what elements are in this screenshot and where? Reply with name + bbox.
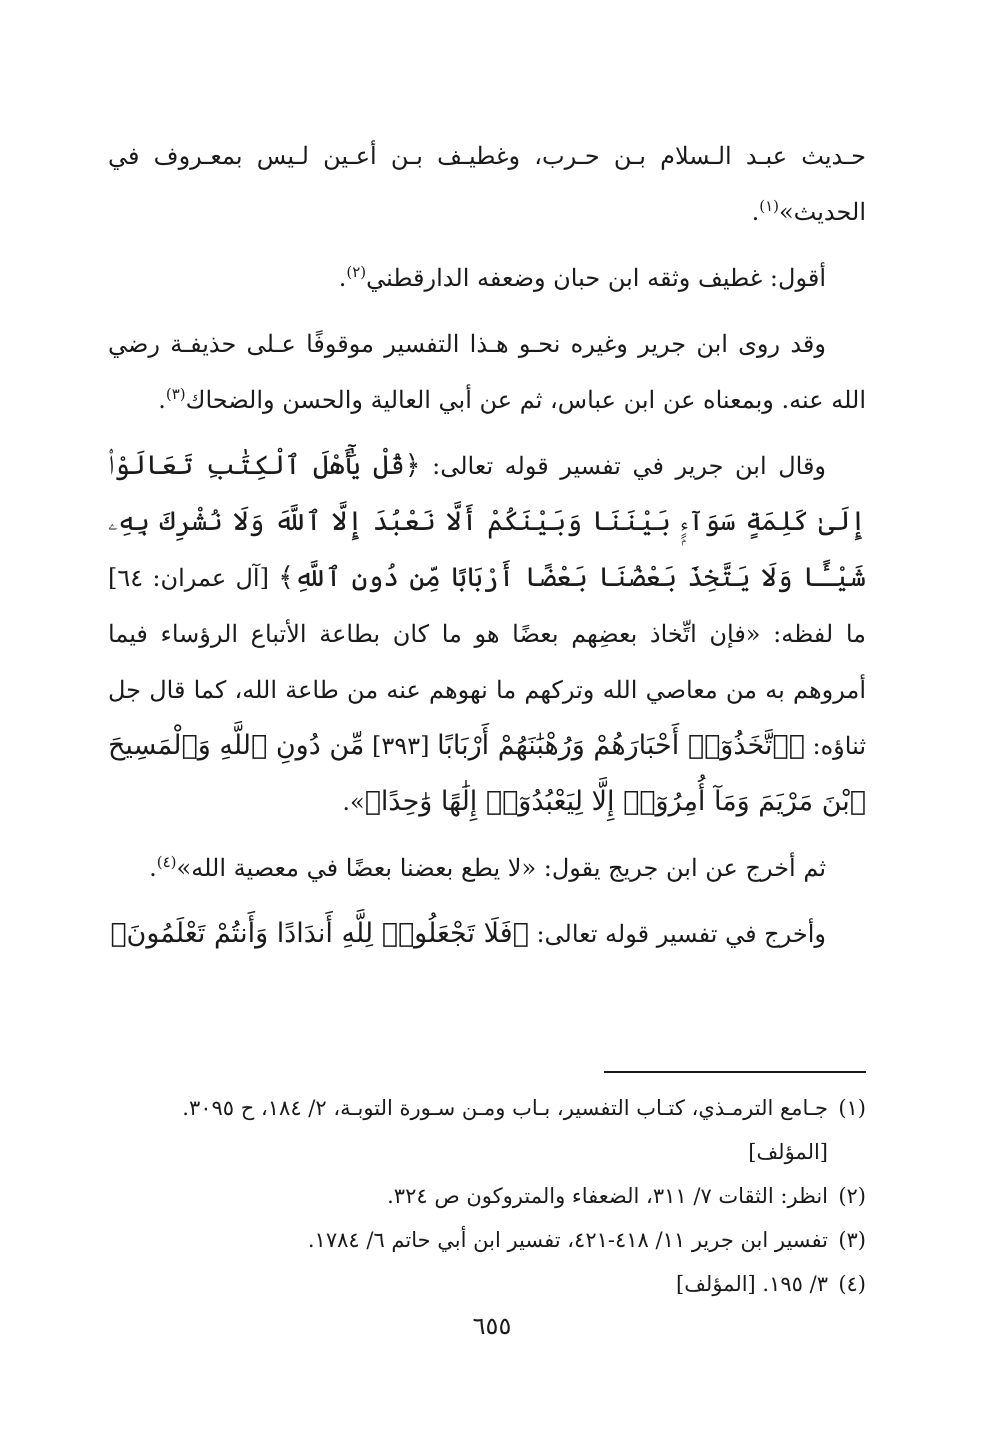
punctuation: . xyxy=(751,198,760,226)
paragraph-ibn-jurayj xyxy=(108,840,866,896)
footnote-number: (٢) xyxy=(838,1184,866,1208)
footnote-item xyxy=(108,1218,866,1262)
footnote-marker: (٢) xyxy=(346,263,367,281)
punctuation: . xyxy=(149,854,157,882)
footnote-item xyxy=(108,1262,866,1306)
footnote-text: جـامع الترمـذي، كتـاب التفسير، بـاب ومـن سـورة التوبـة، ٢/ ١٨٤، ح ٣٠٩٥. [المؤلف] xyxy=(182,1096,828,1164)
footnote-number: (٤) xyxy=(838,1272,866,1296)
paragraph-text: ثم أخرج عن ابن جريج يقول: «لا يطع بعضنا بعضًا في معصية الله» xyxy=(176,854,826,882)
paragraph-text: أقول: غطيف وثقه ابن حبان وضعفه الدارقطني xyxy=(366,264,826,292)
footnote-number: (١) xyxy=(838,1096,866,1120)
paragraph-ibn-jarir-riwaya xyxy=(108,316,866,428)
paragraph-text: حـديث عبـد الـسلام بـن حـرب، وغطيـف بـن أعـين لـيس بمعـروف في الحديث» xyxy=(108,142,866,226)
paragraph-hadith-end xyxy=(108,128,866,240)
punctuation: . xyxy=(338,264,347,292)
verse-reference: [آل عمران: ٦٤] xyxy=(108,564,279,592)
footnote-marker: (١) xyxy=(759,197,779,215)
page-number: ٦٥٥ xyxy=(472,1312,512,1340)
footnote-text: انظر: الثقات ٧/ ٣١١، الضعفاء والمتروكون ص ٣٢٤. xyxy=(387,1184,828,1208)
paragraph-text: وقد روى ابن جرير وغيره نحـو هـذا التفسير موقوفًا عـلى حذيفـة رضي الله عنه. وبمعناه عن ابن عباس، ثم عن أبي العالية والحسن والضحاك xyxy=(108,330,866,414)
footnote-item xyxy=(108,1086,866,1174)
quran-verse-baqara: ﴿فَلَا تَجْعَلُوا۟ لِلَّهِ أَندَادًا وَأَنتُمْ تَعْلَمُونَ﴾ xyxy=(110,918,529,949)
paragraph-final xyxy=(108,906,866,962)
footnote-marker: (٤) xyxy=(156,853,177,871)
main-text xyxy=(108,128,866,972)
tafsir-intro: وقال ابن جرير في تفسير قوله تعالى: xyxy=(420,452,826,480)
footnotes xyxy=(108,1086,866,1306)
quran-verse-tawba-end: مِّن دُونِ ٱللَّهِ وَٱلْمَسِيحَ ٱبْنَ مَرْيَمَ وَمَآ أُمِرُوٓا۟ إِلَّا لِيَعْبُدُوٓا۟ إِلَٰهًا وَٰحِدًا﴾ xyxy=(108,730,866,817)
paragraph-text: وأخرج في تفسير قوله تعالى: xyxy=(528,920,826,948)
punctuation: . xyxy=(158,386,166,414)
quran-verse-al-imran: ﴿قُلْ يَٰٓأَهْلَ ٱلْكِتَٰبِ تَعَالَوْا۟ إِلَىٰ كَلِمَةٍ سَوَآءٍۭ بَيْنَنَا وَبَيْنَكُمْ أَلَّا نَعْبُدَ إِلَّا ٱللَّهَ وَلَا نُشْرِكَ بِهِۦ شَيْـًٔا وَلَا يَتَّخِذَ بَعْضُنَا بَعْضًا أَرْبَابًا مِّن دُونِ ٱللَّهِ﴾ xyxy=(108,450,866,593)
quote-close: ». xyxy=(342,788,365,816)
quran-verse-tawba-start: ﴿ٱتَّخَذُوٓا۟ أَحْبَارَهُمْ وَرُهْبَٰنَهُمْ أَرْبَابًا xyxy=(437,730,805,761)
manuscript-page-marker: [٣٩٣] xyxy=(364,732,438,760)
footnote-marker: (٣) xyxy=(165,385,186,403)
paragraph-aqul xyxy=(108,250,866,306)
footnote-text: تفسير ابن جرير ١١/ ٤١٨-٤٢١، تفسير ابن أبي حاتم ٦/ ١٧٨٤. xyxy=(307,1228,828,1252)
paragraph-tafsir-quote xyxy=(108,438,866,830)
footnote-number: (٣) xyxy=(838,1228,866,1252)
footnote-divider xyxy=(604,1071,866,1073)
tafsir-quote-text: ما لفظه: «فإن اتِّخاذ بعضِهم بعضًا هو ما كان بطاعة الأتباع الرؤساء فيما أمروهم به من معاصي الله وتركهم ما نهوهم عنه من طاعة الله، كما قال جل ثناؤه: xyxy=(108,620,866,760)
footnote-item xyxy=(108,1174,866,1218)
footnote-text: ٣/ ١٩٥. [المؤلف] xyxy=(676,1272,828,1296)
